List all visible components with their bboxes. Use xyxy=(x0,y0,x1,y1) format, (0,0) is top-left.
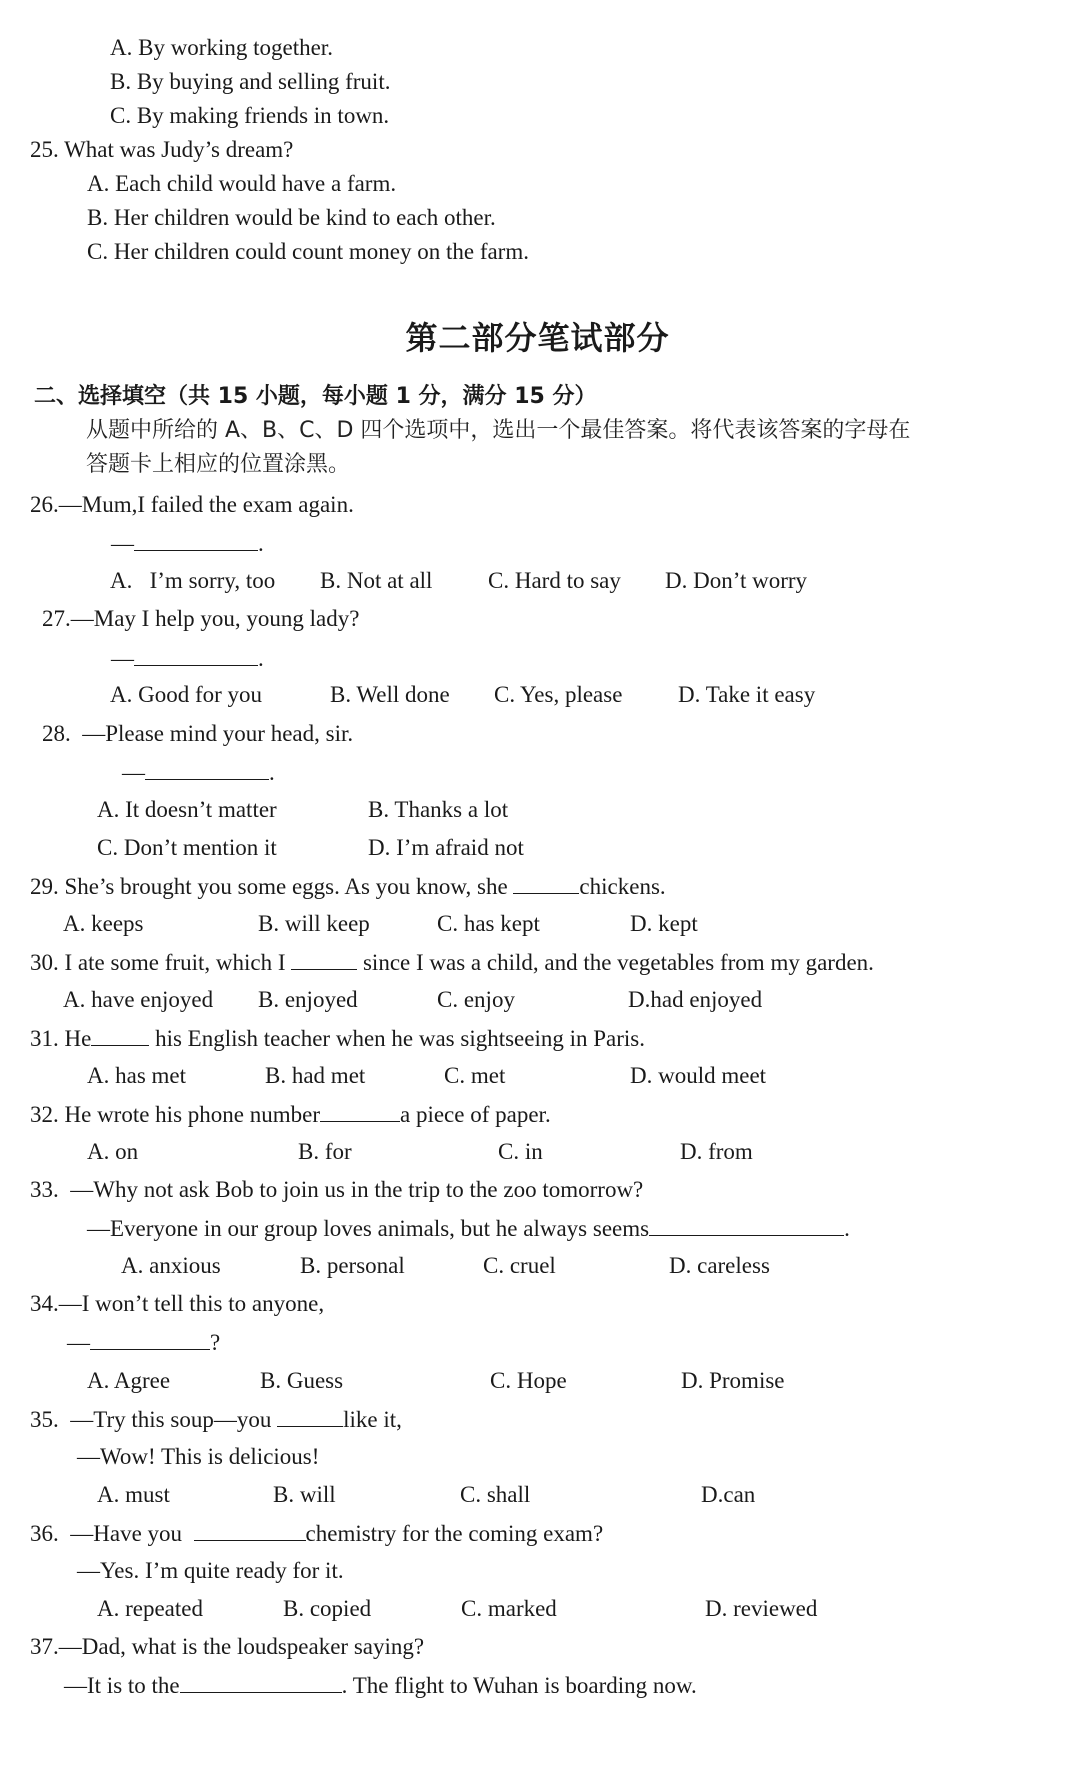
answer-blank xyxy=(134,528,258,551)
answer-blank xyxy=(649,1213,844,1236)
q36-option-d: D. reviewed xyxy=(705,1596,818,1621)
q37-reply-line: —It is to the . The flight to Wuhan is boarding now. xyxy=(64,1670,697,1701)
question-31-stem: 31. He his English teacher when he was sightseeing in Paris. xyxy=(30,1023,645,1054)
q33-option-d: D. careless xyxy=(669,1253,770,1278)
answer-blank xyxy=(194,1518,306,1541)
answer-blank xyxy=(277,1404,343,1427)
q25-option-c: C. Her children could count money on the farm. xyxy=(87,239,529,264)
question-28-stem: 28. —Please mind your head, sir. xyxy=(42,721,354,746)
q35-option-b: B. will xyxy=(273,1482,336,1507)
question-25-stem: 25. What was Judy’s dream? xyxy=(30,137,294,162)
q31-option-a: A. has met xyxy=(87,1063,187,1088)
q28-option-b: B. Thanks a lot xyxy=(368,797,509,822)
answer-blank xyxy=(134,643,258,666)
q33-option-b: B. personal xyxy=(300,1253,405,1278)
q25-option-b: B. Her children would be kind to each other. xyxy=(87,205,496,230)
answer-blank xyxy=(180,1670,342,1693)
section-instruction-line2: 答题卡上相应的位置涂黑。 xyxy=(86,452,351,477)
q26-option-b: B. Not at all xyxy=(320,568,433,593)
question-27-stem: 27.—May I help you, young lady? xyxy=(42,606,360,631)
q26-option-d: D. Don’t worry xyxy=(665,568,808,593)
q26-reply-line: — . xyxy=(111,528,264,559)
question-34-stem: 34.—I won’t tell this to anyone, xyxy=(30,1291,325,1316)
q31-option-b: B. had met xyxy=(265,1063,366,1088)
question-37-stem: 37.—Dad, what is the loudspeaker saying? xyxy=(30,1634,425,1659)
section-instruction-line1: 从题中所给的 A、B、C、D 四个选项中，选出一个最佳答案。将代表该答案的字母在 xyxy=(86,418,911,443)
question-30-stem: 30. I ate some fruit, which I since I was a child, and the vegetables from my garden. xyxy=(30,947,874,978)
q35-option-c: C. shall xyxy=(460,1482,531,1507)
question-35-stem: 35. —Try this soup—you like it, xyxy=(30,1404,402,1435)
q28-option-c: C. Don’t mention it xyxy=(97,835,277,860)
answer-blank xyxy=(91,1023,149,1046)
q30-option-a: A. have enjoyed xyxy=(63,987,214,1012)
q33-option-c: C. cruel xyxy=(483,1253,556,1278)
q33-option-a: A. anxious xyxy=(121,1253,221,1278)
q30-option-c: C. enjoy xyxy=(437,987,515,1012)
option-c: C. By making friends in town. xyxy=(110,103,390,128)
q29-option-d: D. kept xyxy=(630,911,698,936)
q30-option-d: D.had enjoyed xyxy=(628,987,763,1012)
q29-option-b: B. will keep xyxy=(258,911,370,936)
answer-blank xyxy=(90,1327,210,1350)
question-26-stem: 26.—Mum,I failed the exam again. xyxy=(30,492,354,517)
q30-option-b: B. enjoyed xyxy=(258,987,358,1012)
q28-reply-line: — . xyxy=(122,757,275,788)
q31-option-d: D. would meet xyxy=(630,1063,767,1088)
question-33-stem: 33. —Why not ask Bob to join us in the trip to the zoo tomorrow? xyxy=(30,1177,644,1202)
q27-option-c: C. Yes, please xyxy=(494,682,623,707)
answer-blank xyxy=(291,947,357,970)
q35-option-d: D.can xyxy=(701,1482,756,1507)
answer-blank xyxy=(320,1099,400,1122)
q32-option-c: C. in xyxy=(498,1139,543,1164)
q34-option-a: A. Agree xyxy=(87,1368,171,1393)
q26-option-a: A. I’m sorry, too xyxy=(110,568,276,593)
option-a: A. By working together. xyxy=(110,35,333,60)
q28-option-a: A. It doesn’t matter xyxy=(97,797,277,822)
q32-option-b: B. for xyxy=(298,1139,352,1164)
question-36-stem: 36. —Have you chemistry for the coming exam? xyxy=(30,1518,603,1549)
q31-option-c: C. met xyxy=(444,1063,506,1088)
q29-option-c: C. has kept xyxy=(437,911,540,936)
q29-option-a: A. keeps xyxy=(63,911,144,936)
q36-reply: —Yes. I’m quite ready for it. xyxy=(77,1558,344,1583)
q28-option-d: D. I’m afraid not xyxy=(368,835,524,860)
q27-option-a: A. Good for you xyxy=(110,682,263,707)
q32-option-d: D. from xyxy=(680,1139,753,1164)
option-b: B. By buying and selling fruit. xyxy=(110,69,391,94)
q34-option-c: C. Hope xyxy=(490,1368,567,1393)
q27-option-d: D. Take it easy xyxy=(678,682,816,707)
answer-blank xyxy=(145,757,269,780)
question-29-stem: 29. She’s brought you some eggs. As you know, she chickens. xyxy=(30,871,666,902)
q36-option-c: C. marked xyxy=(461,1596,557,1621)
q27-option-b: B. Well done xyxy=(330,682,450,707)
q32-option-a: A. on xyxy=(87,1139,139,1164)
q34-option-b: B. Guess xyxy=(260,1368,344,1393)
q34-option-d: D. Promise xyxy=(681,1368,785,1393)
q25-option-a: A. Each child would have a farm. xyxy=(87,171,397,196)
q35-reply: —Wow! This is delicious! xyxy=(77,1444,320,1469)
q33-reply-line: —Everyone in our group loves animals, but he always seems . xyxy=(87,1213,850,1244)
section-heading: 二、选择填空（共 15 小题，每小题 1 分，满分 15 分） xyxy=(34,384,597,409)
q36-option-b: B. copied xyxy=(283,1596,372,1621)
q36-option-a: A. repeated xyxy=(97,1596,203,1621)
q27-reply-line: — . xyxy=(111,643,264,674)
q35-option-a: A. must xyxy=(97,1482,170,1507)
part-title: 第二部分笔试部分 xyxy=(405,319,670,357)
q26-option-c: C. Hard to say xyxy=(488,568,621,593)
answer-blank xyxy=(513,871,579,894)
q34-reply-line: — ? xyxy=(67,1327,220,1358)
question-32-stem: 32. He wrote his phone number a piece of paper. xyxy=(30,1099,551,1130)
